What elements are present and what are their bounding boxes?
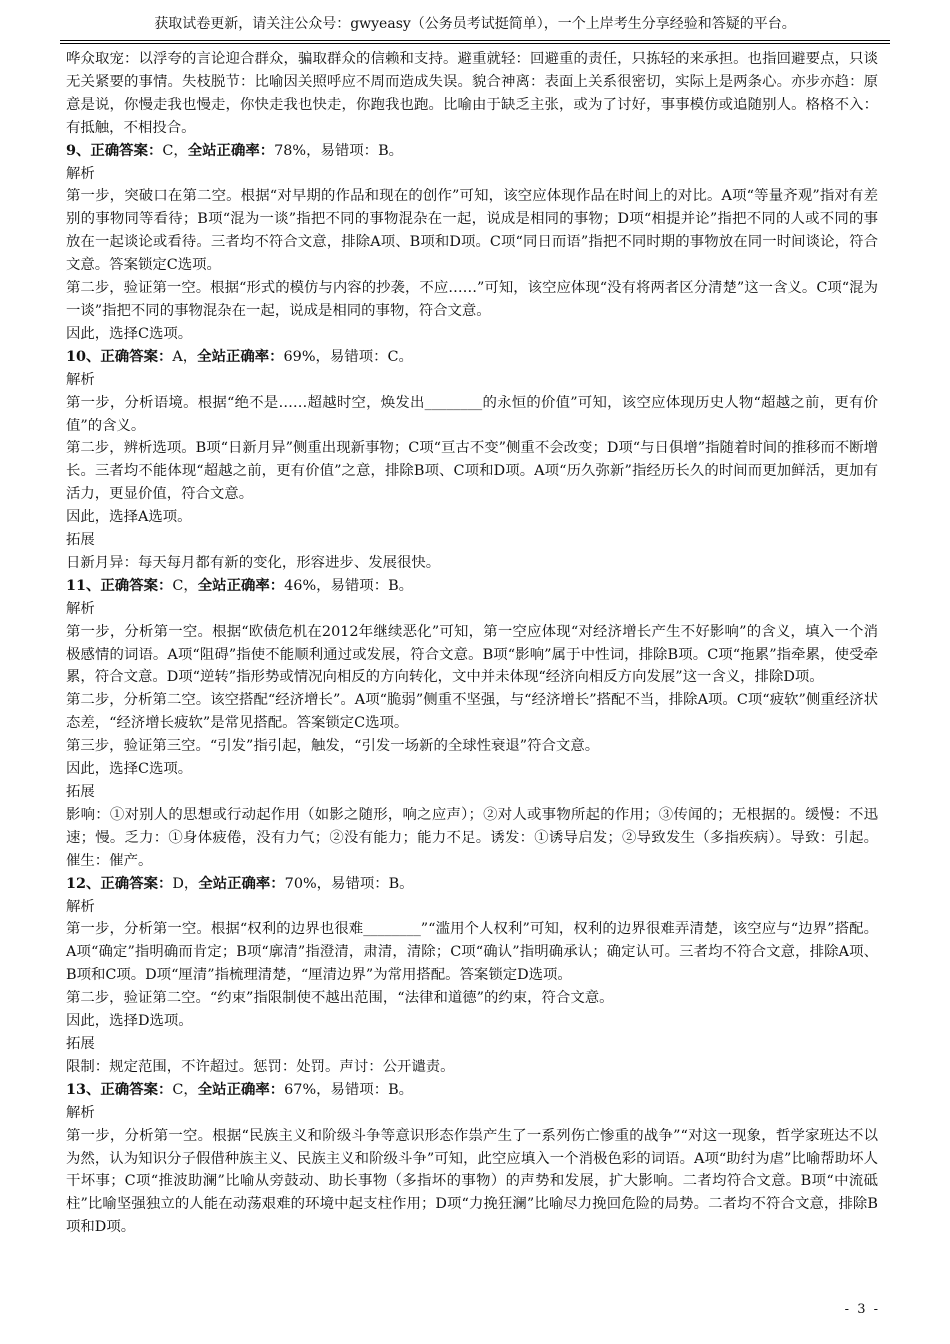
page-header: 获取试卷更新，请关注公众号：gwyeasy（公务员考试挺简单），一个上岸考生分享经验和答疑的平台。 — [154, 16, 796, 32]
paragraph: 哗众取宠：以浮夸的言论迎合群众，骗取群众的信赖和支持。避重就轻：回避重的责任，只拣轻的来承担。也指回避要点，只谈无关紧要的事情。失枝脱节：比喻因关照呼应不周而造成失误。貌合神离：表面上关系很密切，实际上是两条心。亦步亦趋：原意是说，你慢走我也慢走，你快走我也快走，你跑我也跑。比喻由于缺乏主张，或为了讨好，事事模仿或追随别人。格格不入：有抵触，不相投合。 — [66, 51, 878, 136]
paragraph: 第二步，验证第二空。“约束”指限制使不越出范围，“法律和道德”的约束，符合文意。 — [66, 990, 614, 1007]
accuracy-label: 全站正确率： — [197, 347, 284, 365]
paragraph: 拓展 — [66, 1035, 95, 1052]
paragraph: 拓展 — [66, 532, 95, 549]
paragraph: 解析 — [66, 1104, 95, 1121]
paragraph: 第二步，分析第二空。该空搭配“经济增长”。A项“脆弱”侧重不坚强，与“经济增长”搭配不当，排除A项。C项“疲软”侧重经济状态差，“经济增长疲软”是常见搭配。答案锁定C选项。 — [66, 692, 878, 732]
accuracy-label: 全站正确率： — [197, 1080, 285, 1098]
paragraph: 解析 — [66, 600, 95, 617]
answer-value: C， — [172, 577, 198, 594]
answer-label: 9、正确答案： — [66, 141, 163, 159]
accuracy-label: 全站正确率： — [197, 576, 285, 594]
paragraph: 因此，选择D选项。 — [66, 1013, 193, 1030]
paragraph: 第二步，验证第一空。根据“形式的模仿与内容的抄袭，不应……”可知，该空应体现“没有将两者区分清楚”这一含义。C项“混为一谈”指把不同的事物混杂在一起，说成是相同的事物，符合文意。 — [66, 280, 878, 319]
paragraph: 因此，选择C选项。 — [66, 761, 193, 778]
paragraph: 日新月异：每天每月都有新的变化，形容进步、发展很快。 — [66, 554, 441, 571]
answer-header — [66, 575, 878, 598]
answer-header — [66, 346, 878, 369]
paragraph: 第一步，分析第一空。根据“权利的边界也很难________”“滥用个人权利”可知，权利的边界很难弄清楚，该空应与“边界”搭配。A项“确定”指明确而肯定；B项“廓清”指澄清，肃清，清除；C项“确认”指明确承认；确定认可。三者均不符合文意，排除A项、B项和C项。D项“厘清”指梳理清楚，“厘清边界”为常用搭配。答案锁定D选项。 — [66, 921, 878, 984]
accuracy-value: 46%，易错项：B。 — [284, 577, 414, 594]
paragraph: 解析 — [66, 371, 95, 388]
paragraph: 限制：规定范围，不许超过。惩罚：处罚。声讨：公开谴责。 — [66, 1058, 455, 1075]
answer-header — [66, 873, 878, 896]
paragraph: 第一步，突破口在第二空。根据“对早期的作品和现在的创作”可知，该空应体现作品在时间上的对比。A项“等量齐观”指对有差别的事物同等看待；B项“混为一谈”指把不同的事物混杂在一起，说成是相同的事物；D项“相提并论”指把不同的人或不同的事放在一起谈论或看待。三者均不符合文意，排除A项、B项和D项。C项“同日而语”指把不同时期的事物放在同一时间谈论，符合文意。答案锁定C选项。 — [66, 188, 878, 274]
paragraph: 第一步，分析第一空。根据“欧债危机在2012年继续恶化”可知，第一空应体现“对经济增长产生不好影响”的含义，填入一个消极感情的词语。A项“阻碍”指使不能顺利通过或发展，符合文意。B项“影响”属于中性词，排除B项。C项“拖累”指牵累，使受牵累，符合文意。D项“逆转”指形势或情况向相反的方向转化，文中并未体现“经济向相反方向发展”这一含义，排除D项。 — [66, 623, 878, 686]
answer-value: C， — [172, 1081, 198, 1098]
answer-label: 11、正确答案： — [66, 576, 173, 594]
page-number: - 3 - — [844, 1302, 880, 1317]
paragraph: 拓展 — [66, 784, 95, 800]
accuracy-label: 全站正确率： — [187, 141, 275, 159]
paragraph: 因此，选择C选项。 — [66, 325, 193, 342]
accuracy-value: 69%，易错项：C。 — [283, 348, 413, 365]
paragraph: 第一步，分析语境。根据“绝不是……超越时空，焕发出________的永恒的价值”可知，该空应体现历史人物“超越之前，更有价值”的含义。 — [66, 394, 878, 434]
paragraph: 解析 — [66, 165, 95, 182]
paragraph: 因此，选择A选项。 — [66, 509, 192, 526]
answer-label: 13、正确答案： — [66, 1080, 173, 1098]
accuracy-value: 67%，易错项：B。 — [284, 1081, 414, 1098]
paragraph: 第二步，辨析选项。B项“日新月异”侧重出现新事物；C项“亘古不变”侧重不会改变；D项“与日俱增”指随着时间的推移而不断增长。三者均不能体现“超越之前，更有价值”之意，排除B项、C项和D项。A项“历久弥新”指经历长久的时间而更加鲜活，更加有活力，更显价值，符合文意。 — [66, 440, 878, 503]
answer-value: C， — [162, 142, 188, 159]
paragraph: 解析 — [66, 898, 95, 915]
accuracy-value: 70%，易错项：B。 — [284, 875, 414, 892]
answer-label: 12、正确答案： — [66, 874, 173, 892]
answer-header — [66, 140, 878, 163]
paragraph: 影响：①对别人的思想或行动起作用（如影之随形，响之应声）；②对人或事物所起的作用；③传闻的；无根据的。缓慢：不迅速；慢。乏力：①身体疲倦，没有力气；②没有能力；能力不足。诱发：①诱导启发；②导致发生（多指疾病）。导致：引起。催生：催产。 — [66, 806, 878, 869]
accuracy-value: 78%，易错项：B。 — [274, 142, 404, 159]
answer-label: 10、正确答案： — [66, 347, 173, 365]
answer-value: A， — [172, 348, 198, 365]
document-body — [66, 48, 878, 1239]
answer-header — [66, 1079, 878, 1102]
header-rule — [60, 40, 890, 44]
paragraph: 第一步，分析第一空。根据“民族主义和阶级斗争等意识形态作祟产生了一系列伤亡惨重的战争”“对这一现象，哲学家班达不以为然，认为知识分子假借种族主义、民族主义和阶级斗争”可知，此空应填入一个消极色彩的词语。A项“助纣为虐”比喻帮助坏人干坏事；C项“推波助澜”比喻从旁鼓动、助长事物（多指坏的事物）的声势和发展，扩大影响。二者均符合文意。B项“中流砥柱”比喻坚强独立的人能在动荡艰难的环境中起支柱作用；D项“力挽狂澜”比喻尽力挽回危险的局势。二者均不符合文意，排除B项和D项。 — [66, 1127, 878, 1236]
answer-value: D， — [172, 875, 199, 892]
accuracy-label: 全站正确率： — [198, 874, 285, 892]
paragraph: 第三步，验证第三空。“引发”指引起，触发，“引发一场新的全球性衰退”符合文意。 — [66, 738, 600, 755]
